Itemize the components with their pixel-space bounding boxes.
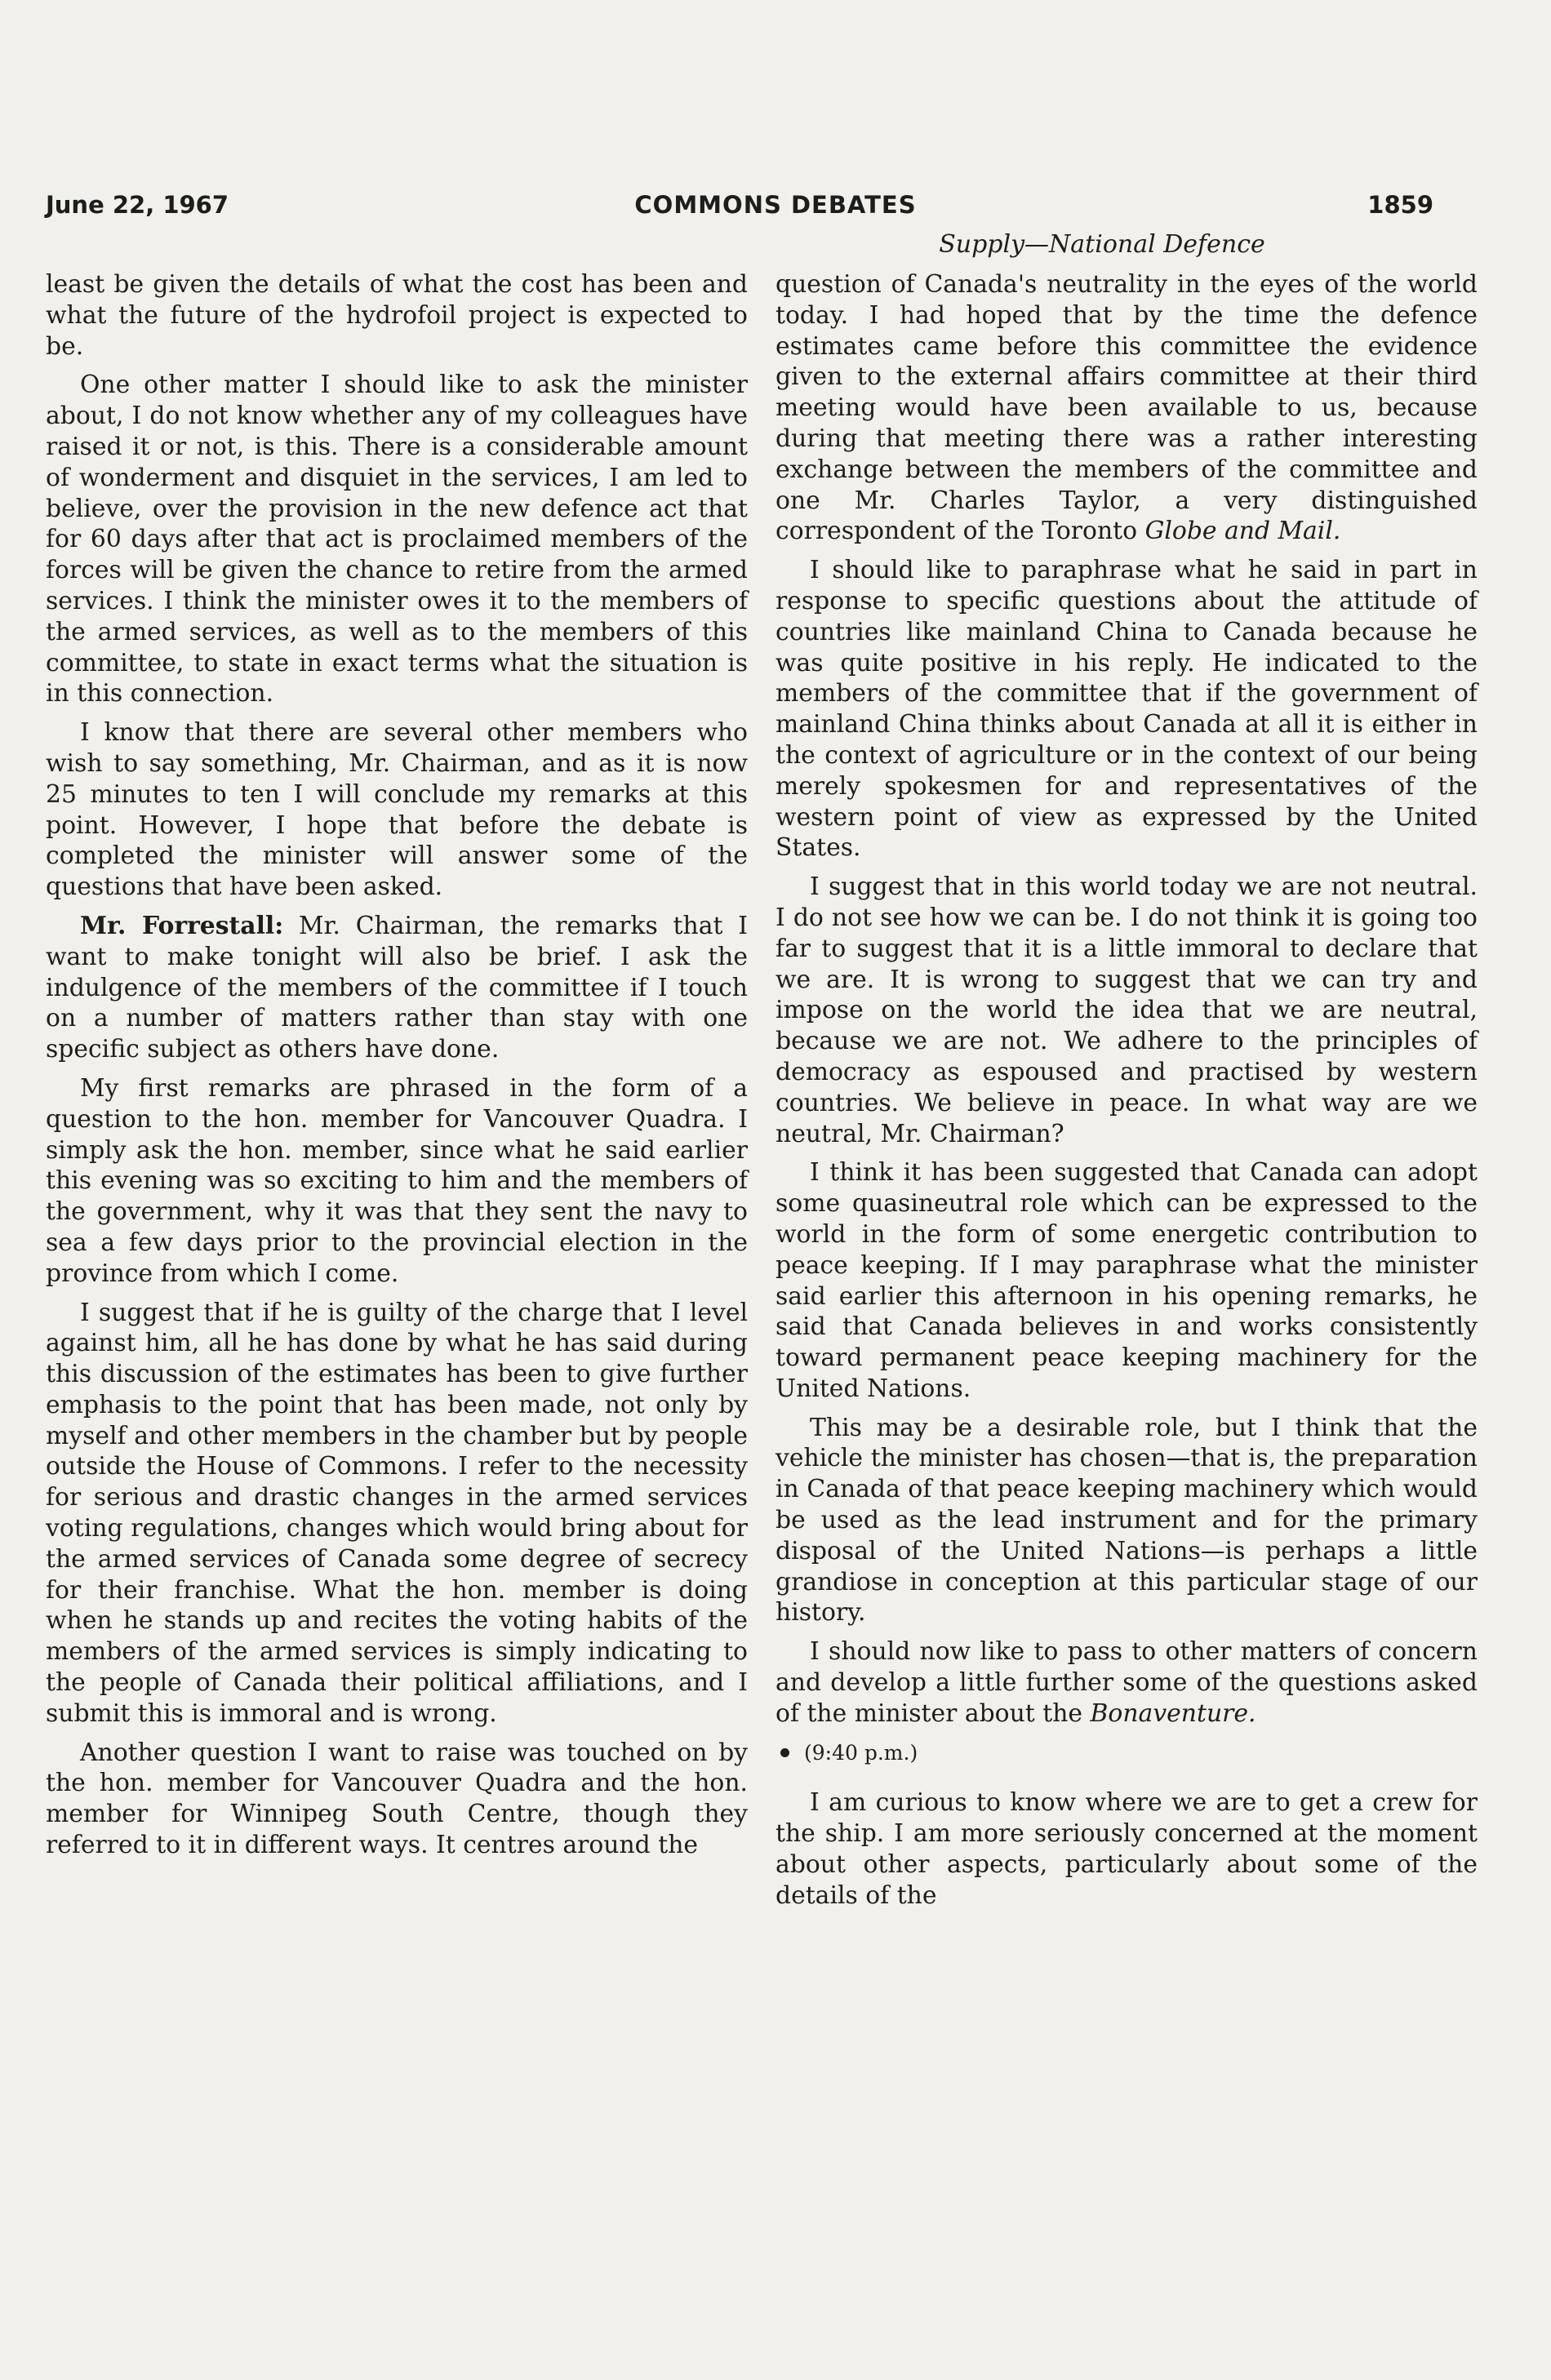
speech-text: Mr. Chairman, the remarks that I want to make tonight will also be brief. I ask the indulgence of the members of the committee if I touch on a number of matters rather than stay with one specific subject as others have done. (46, 911, 748, 1064)
header-date: June 22, 1967 (46, 191, 229, 219)
time-stamp (776, 1738, 1478, 1769)
paragraph: I think it has been suggested that Canada can adopt some quasineutral role which can be expressed to the world in the form of some energetic contribution to peace keeping. If I may paraphrase what the minister said earlier this afternoon in his opening remarks, he said that Canada believes in and works consistently toward permanent peace keeping machinery for the United Nations. (776, 1158, 1478, 1403)
right-column (776, 269, 1478, 1920)
paragraph (46, 911, 748, 1065)
paragraph: I am curious to know where we are to get a crew for the ship. I am more seriously concerned at the moment about other aspects, particularly about some of the details of the (776, 1788, 1478, 1910)
speaker-name: Mr. Forrestall: (80, 911, 284, 940)
paragraph: My first remarks are phrased in the form of a question to the hon. member for Vancouver Quadra. I simply ask the hon. member, since what he said earlier this evening was so exciting to him and the members of the government, why it was that they sent the navy to sea a few days prior to the provincial election in the province from which I come. (46, 1073, 748, 1288)
paragraph: This may be a desirable role, but I think that the vehicle the minister has chosen—that is, the preparation in Canada of that peace keeping machinery which would be used as the lead instrument and for the primary disposal of the United Nations—is perhaps a little grandiose in conception at this particular stage of our history. (776, 1413, 1478, 1627)
paragraph: Another question I want to raise was touched on by the hon. member for Vancouver Quadra and the hon. member for Winnipeg South Centre, though they referred to it in different ways. It centres around the (46, 1738, 748, 1860)
paragraph-text: question of Canada's neutrality in the eyes of the world today. I had hoped that by the time the defence estimates came before this committee the evidence given to the external affairs committee at their third meeting would have been available to us, because during that meeting there was a rather interesting exchange between the members of the committee and one Mr. Charles Taylor, a very distinguished correspondent of the Toronto (776, 270, 1478, 546)
bullet-icon (780, 1748, 789, 1757)
paragraph: I suggest that in this world today we are not neutral. I do not see how we can be. I do not think it is going too far to suggest that it is a little immoral to declare that we are. It is wrong to suggest that we can try and impose on the world the idea that we are neutral, because we are not. We adhere to the principles of democracy as espoused and practised by western countries. We believe in peace. In what way are we neutral, Mr. Chairman? (776, 873, 1478, 1148)
paragraph-text: I should now like to pass to other matters of concern and develop a little further some of the questions asked of the minister about the (776, 1637, 1478, 1728)
page-header (0, 191, 1551, 227)
time-text: (9:40 p.m.) (804, 1740, 918, 1765)
paragraph: One other matter I should like to ask the minister about, I do not know whether any of my colleagues have raised it or not, is this. There is a considerable amount of wonderment and disquiet in the services, I am led to believe, over the provision in the new defence act that for 60 days after that act is proclaimed members of the forces will be given the chance to retire from the armed services. I think the minister owes it to the members of the armed services, as well as to the members of this committee, to state in exact terms what the situation is in this connection. (46, 371, 748, 708)
italic-text: Bonaventure. (1090, 1698, 1256, 1728)
header-title: COMMONS DEBATES (634, 191, 917, 219)
paragraph (776, 269, 1478, 547)
section-subtitle: Supply—National Defence (939, 230, 1265, 259)
paragraph: I should like to paraphrase what he said in part in response to specific questions about the attitude of countries like mainland China to Canada because he was quite positive in his reply. He indicated to the members of the committee that if the government of mainland China thinks about Canada at all it is either in the context of agriculture or in the context of our being merely spokesmen for and representatives of the western point of view as expressed by the United States. (776, 556, 1478, 863)
paragraph: least be given the details of what the cost has been and what the future of the hydrofoil project is expected to be. (46, 270, 748, 361)
paragraph: I suggest that if he is guilty of the charge that I level against him, all he has done by what he has said during this discussion of the estimates has been to give further emphasis to the point that has been made, not only by myself and other members in the chamber but by people outside the House of Commons. I refer to the necessity for serious and drastic changes in the armed services voting regulations, changes which would bring about for the armed services of Canada some degree of secrecy for their franchise. What the hon. member is doing when he stands up and recites the voting habits of the members of the armed services is simply indicating to the people of Canada their political affiliations, and I submit this is immoral and is wrong. (46, 1298, 748, 1728)
italic-text: Globe and Mail. (1144, 517, 1341, 546)
page-number: 1859 (1367, 191, 1433, 219)
paragraph: I know that there are several other members who wish to say something, Mr. Chairman, and as it is now 25 minutes to ten I will conclude my remarks at this point. However, I hope that before the debate is completed the minister will answer some of the questions that have been asked. (46, 718, 748, 902)
paragraph (776, 1636, 1478, 1729)
left-column (46, 269, 748, 1869)
